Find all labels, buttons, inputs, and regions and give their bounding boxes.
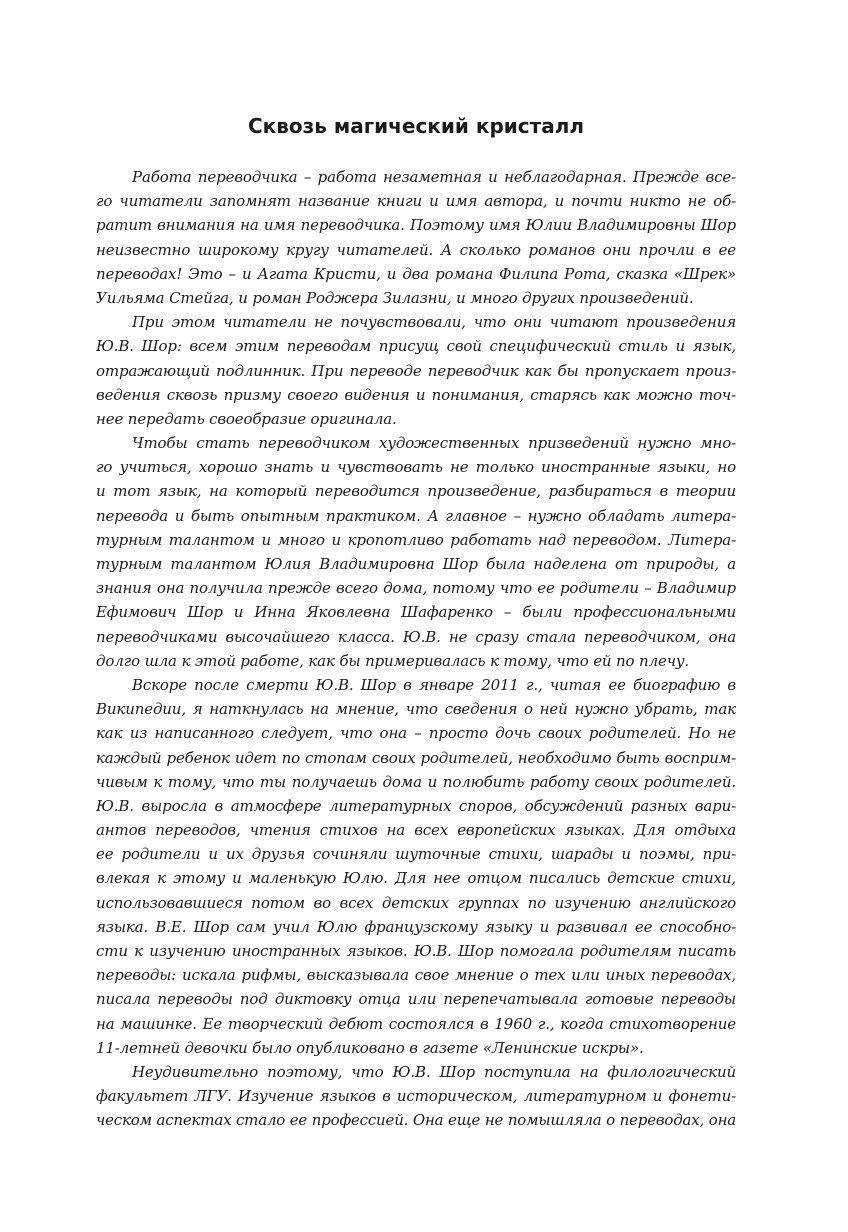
text-line: 11-летней девочки было опубликовано в газете «Ленинские искры». — [96, 1038, 644, 1057]
text-line: го читатели запомнят название книги и имя автора, и почти никто не об- — [96, 192, 736, 211]
text-line: Чтобы стать переводчиком художественных призведений нужно мно- — [132, 434, 736, 453]
text-line: знания она получила прежде всего дома, потому что ее родители – Владимир — [96, 579, 736, 598]
text-line: долго шла к этой работе, как бы примеривалась к тому, что ей по плечу. — [96, 651, 690, 670]
text-line: ратит внимания на имя переводчика. Поэтому имя Юлии Владимировны Шор — [96, 216, 736, 235]
text-line: антов переводов, чтения стихов на всех европейских языках. Для отдыха — [96, 821, 736, 840]
text-line: писала переводы под диктовку отца или перепечатывала готовые переводы — [96, 990, 736, 1009]
text-line: сти к изучению иностранных языков. Ю.В. Шор помогала родителям писать — [96, 942, 736, 960]
text-line: переводах! Это – и Агата Кристи, и два романа Филипа Рота, сказка «Шрек» — [96, 264, 736, 283]
page-title: Сквозь магический кристалл — [247, 114, 585, 138]
text-line: каждый ребенок идет по стопам своих родителей, необходимо быть восприм- — [96, 748, 736, 767]
text-line: перевода и быть опытным практиком. А главное – нужно обладать литера- — [96, 506, 736, 525]
text-line: Ефимович Шор и Инна Яковлевна Шафаренко – были профессиональными — [96, 603, 736, 622]
text-line: использовавшиеся потом во всех детских группах по изучению английского — [96, 893, 736, 912]
text-line: Ю.В. выросла в атмосфере литературных споров, обсуждений разных вари- — [96, 796, 736, 815]
text-line: ческом аспектах стало ее профессией. Она еще не помышляла о переводах, она — [96, 1111, 736, 1130]
text-line: на машинке. Ее творческий дебют состоялся в 1960 г., когда стихотворение — [96, 1014, 736, 1033]
text-line: факультет ЛГУ. Изучение языков в историческом, литературном и фонети- — [96, 1087, 736, 1106]
text-line: Вскоре после смерти Ю.В. Шор в январе 2011 г., читая ее биографию в — [132, 675, 736, 694]
text-line: Википедии, я наткнулась на мнение, что сведения о ней нужно убрать, так — [96, 700, 736, 719]
text-line: влекая к этому и маленькую Юлю. Для нее отцом писались детские стихи, — [96, 869, 736, 888]
text-line: ведения сквозь призму своего видения и понимания, старясь как можно точ- — [96, 385, 736, 404]
text-line: нее передать своеобразие оригинала. — [96, 409, 397, 428]
text-line: чивым к тому, что ты получаешь дома и полюбить работу своих родителей. — [96, 772, 736, 791]
text-line: Уильяма Стейга, и роман Роджера Зилазни, и много других произведений. — [96, 288, 694, 307]
text-line: турным талантом и много и кропотливо работать над переводом. Литера- — [96, 530, 736, 549]
text-line: переводчиками высочайшего класса. Ю.В. не сразу стала переводчиком, она — [96, 627, 736, 646]
text-line: При этом читатели не почувствовали, что они читают произведения — [132, 313, 736, 332]
text-line: переводы: искала рифмы, высказывала свое мнение о тех или иных переводах, — [96, 966, 736, 985]
text-line: Неудивительно поэтому, что Ю.В. Шор поступила на филологический — [132, 1062, 736, 1081]
text-line: и тот язык, на который переводится произведение, разбираться в теории — [96, 482, 736, 501]
text-line: Ю.В. Шор: всем этим переводам присущ свой специфический стиль и язык, — [96, 337, 736, 356]
text-line: неизвестно широкому кругу читателей. А сколько романов они прочли в ее — [96, 240, 736, 259]
body-text — [96, 165, 736, 1133]
text-line: отражающий подлинник. При переводе переводчик как бы пропускает произ- — [96, 361, 736, 380]
text-line: языка. В.Е. Шор сам учил Юлю французскому языку и развивал ее способно- — [96, 917, 736, 936]
text-line: как из написанного следует, что она – просто дочь своих родителей. Но не — [96, 724, 736, 743]
text-line: турным талантом Юлия Владимировна Шор была наделена от природы, а — [96, 555, 736, 573]
text-line: ее родители и их друзья сочиняли шуточные стихи, шарады и поэмы, при- — [96, 845, 736, 864]
text-line: го учиться, хорошо знать и чувствовать не только иностранные языки, но — [96, 458, 736, 477]
text-line: Работа переводчика – работа незаметная и неблагодарная. Прежде все- — [132, 168, 736, 186]
